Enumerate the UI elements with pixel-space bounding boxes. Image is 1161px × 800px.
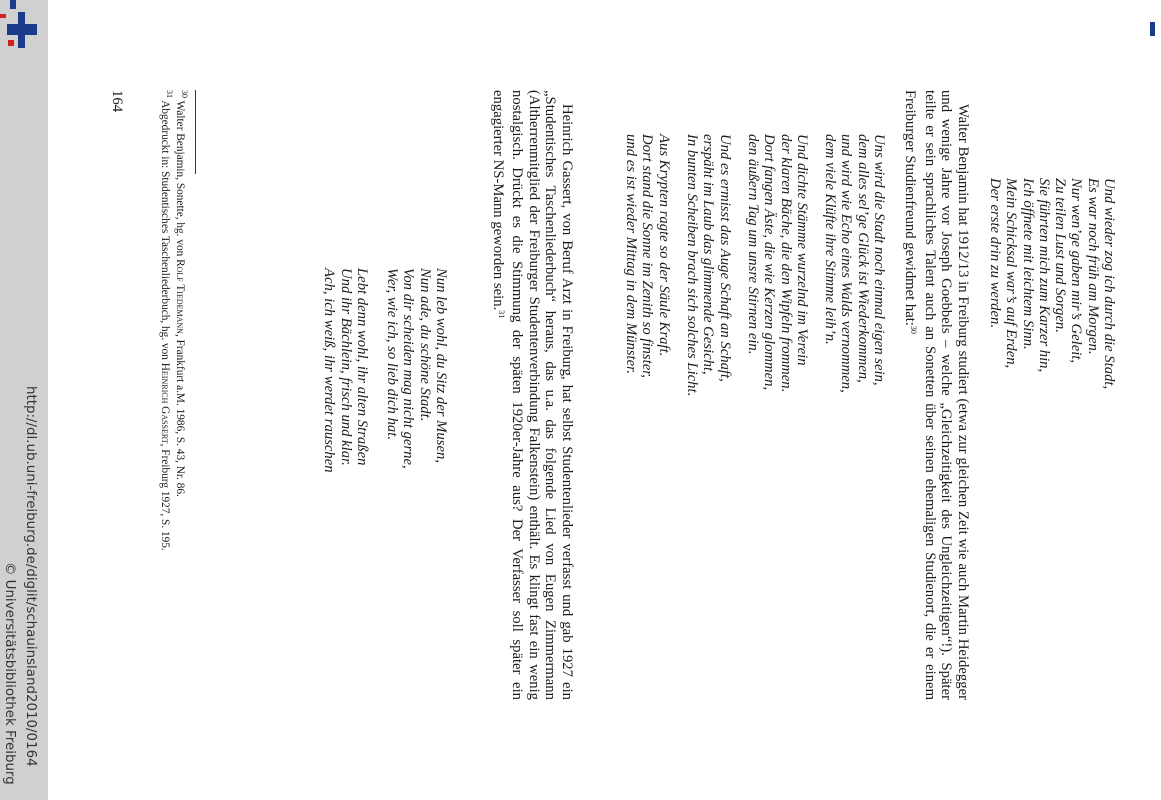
poem-line: der klaren Bäche, die den Wipfeln frommen.: [777, 134, 794, 393]
poem-line: Sie führten mich zum Karzer hin,: [1035, 178, 1052, 373]
footnote-ref-31: 31: [497, 310, 506, 319]
poem-line: Von dir scheiden mag nicht gerne,: [400, 268, 417, 469]
poem-line: Aus Krypten ragte so der Säule Kraft.: [655, 134, 672, 357]
copyright-notice: © Universitätsbibliothek Freiburg: [2, 562, 17, 785]
poem-line: Mein Schicksal war’s auf Erden,: [1003, 178, 1020, 369]
poem-line: und wird wie Echo eines Walds vernommen,: [838, 134, 855, 393]
poem-line: Uns wird die Stadt noch einmal eigen sein,: [871, 134, 887, 386]
poem-line: den äußern Tag um unsre Stirnen ein.: [744, 134, 761, 355]
footnote-30: $^{30}$ Walter Benjamin, Sonette, hg. von Rolf Tiedemann, Frankfurt a.M. 1986, S. 43, Nr. 86.: [174, 90, 189, 497]
paragraph-benjamin: [902, 90, 971, 700]
poem-line: Ich öffnete mit leichtem Sinn.: [1019, 178, 1036, 350]
poem-line: Dort fangen Äste, die wie Kerzen glommen,: [761, 134, 778, 391]
poem-line: Dort stand die Sonne im Zenith so finster,: [639, 134, 656, 378]
poem-line: Lebt denn wohl, ihr alten Straßen: [353, 268, 370, 466]
footnote-31-text: Abgedruckt in: Studentisches Taschenliederbuch, hg. von Heinrich Gassert, Freiburg 1927, S. 195.: [159, 100, 171, 551]
poem-line: Ach, ich weiß, ihr werdet rauschen: [321, 268, 338, 473]
page-number: 164: [109, 90, 125, 113]
footnote-30-text: Walter Benjamin, Sonette, hg. von Rolf Tiedemann, Frankfurt a.M. 1986, S. 43, Nr. 86.: [174, 100, 186, 497]
poem-line: Und wieder zog ich durch die Stadt,: [1101, 178, 1117, 390]
poem-line: Wer, wie ich, so lieb dich hat.: [384, 268, 401, 441]
poem-line: In bunten Scheiben brach sich solches Licht.: [684, 134, 701, 397]
viewer-sidebar: [0, 0, 48, 800]
footnote-rule: [195, 90, 196, 174]
poem-line: und es ist wieder Mittag in dem Münster.: [623, 134, 640, 374]
poem-line: Nun ade, du schöne Stadt.: [416, 268, 433, 422]
paragraph-gassert-text: Heinrich Gassert, von Beruf Arzt in Freiburg, hat selbst Studentenlieder verfasst und gab 1927 ein „Studentisches Taschenliederbuch“ heraus, das u.a. das folgende Lied von Eugen Zimmermann (Altherrenmitglied der Freiburger Studentenverbindung Falkenstein) enthält. Es klingt fast ein wenig nostalgisch. Drückt es die Stimmung der späten 1920er-Jahre aus? Der Verfasser soll später ein engagierter NS-Mann geworden sein.: [490, 90, 575, 700]
poem-line: Zu teilen Lust und Sorgen.: [1052, 178, 1069, 333]
footnote-31: $^{31}$ Abgedruckt in: Studentisches Taschenliederbuch, hg. von Heinrich Gassert, Freiburg 1927, S. 195.: [159, 90, 174, 551]
poem-line: Nur wen’ge gaben mir’s Geleit,: [1068, 178, 1085, 364]
page-edge-marker: [1150, 22, 1155, 36]
poem-line: Und ihr Bächlein, frisch und klar.: [337, 268, 354, 466]
source-url[interactable]: http://dl.ub.uni-freiburg.de/diglit/schauinsland2010/0164: [23, 386, 38, 767]
poem-line: Es war noch früh am Morgen.: [1084, 178, 1101, 355]
poem-line: Und es ermisst das Auge Schaft an Schaft,: [716, 134, 733, 382]
footnote-ref-30: 30: [909, 325, 919, 334]
paragraph-benjamin-text: Walter Benjamin hat 1912/13 in Freiburg studiert (etwa zur gleichen Zeit wie auch Martin Heidegger und wenige Jahre vor Joseph Goebbels – welche „Gleichzeitigkeit des Ungleichzeitigen“!). Später teilte er sein sprachliches Talent auch an Sonetten über seinen ehemaligen Studienort, die er einem Freiburger Studienfreund gewidmet hat:: [902, 90, 971, 700]
poem-line: dem alles sel’ge Glück ist Wiederkommen,: [854, 134, 871, 383]
scanned-page: [109, 90, 1118, 700]
paragraph-gassert: [490, 90, 576, 700]
ub-freiburg-logo[interactable]: [0, 0, 40, 50]
poem-line: dem viele Klüfte ihre Stimme leih’n.: [822, 134, 839, 345]
poem-sonett: [623, 134, 887, 396]
poem-abschied: [321, 268, 449, 473]
poem-karzer: [987, 178, 1117, 389]
poem-line: Nun leb wohl, du Sitz der Musen,: [433, 268, 449, 464]
poem-line: Der erste drin zu werden.: [986, 178, 1003, 328]
poem-line: Und dichte Stämme wurzelnd im Verein: [793, 134, 810, 366]
poem-line: erspäht im Laub das glimmende Gesicht,: [700, 134, 717, 375]
